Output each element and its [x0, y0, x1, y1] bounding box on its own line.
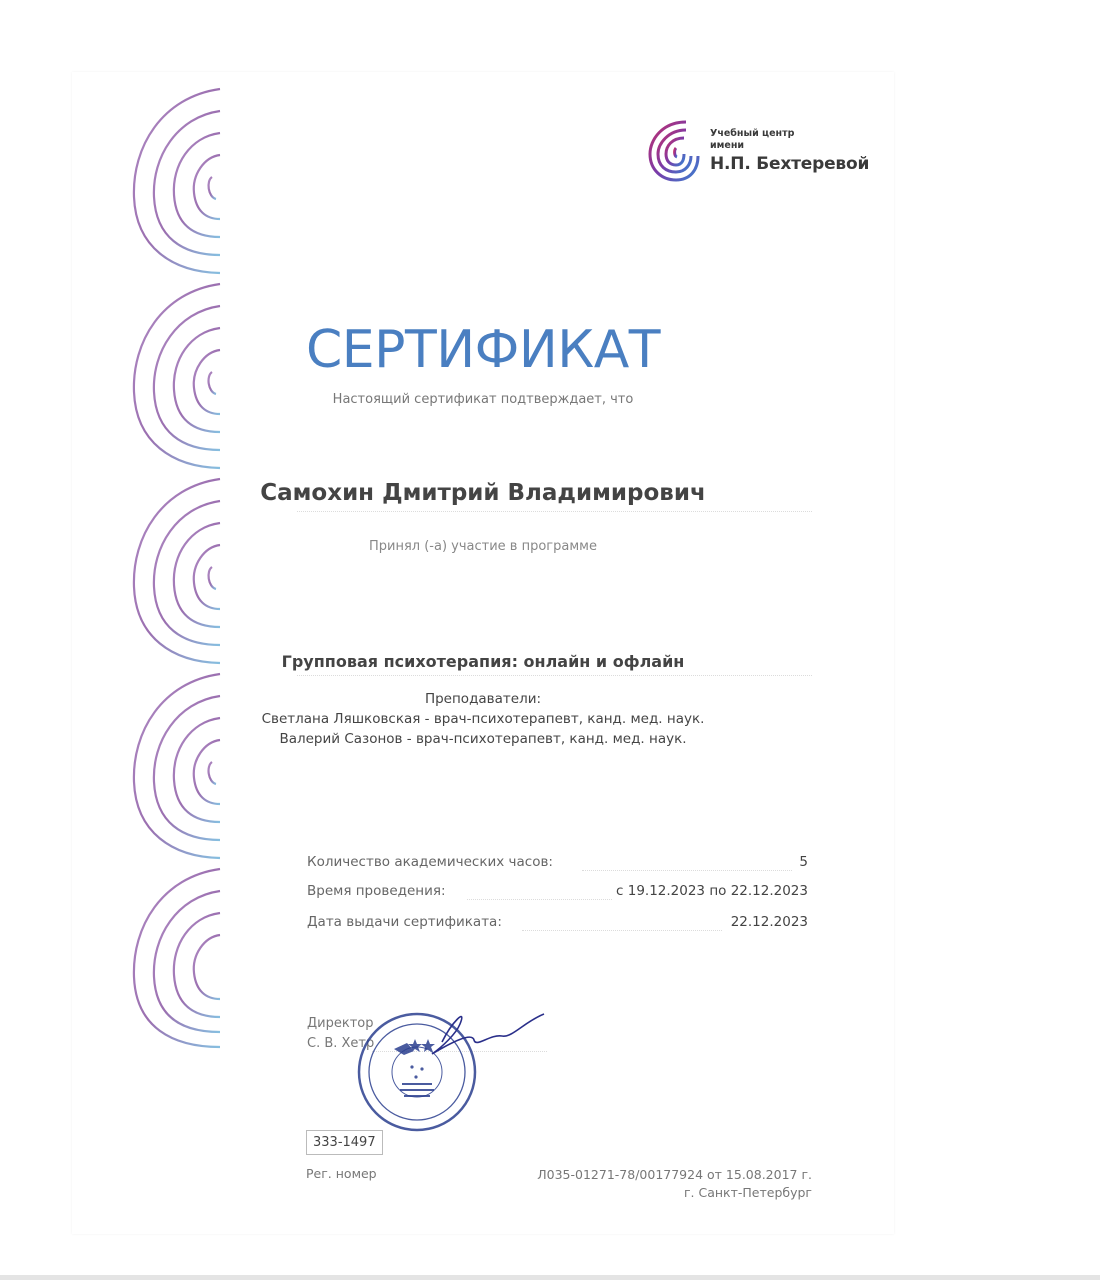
- logo-caption: [710, 128, 794, 152]
- issue-date-leader: [522, 930, 722, 931]
- recipient-name: Самохин Дмитрий Владимирович: [260, 480, 706, 506]
- license-info: [537, 1166, 812, 1202]
- registration-number: 333-1497: [306, 1130, 383, 1155]
- window-bottom-edge: [0, 1275, 1100, 1280]
- teacher-line: Светлана Ляшковская - врач-психотерапевт, канд. мед. наук.: [261, 711, 705, 727]
- license-number: Л035-01271-78/00177924 от 15.08.2017 г.: [537, 1167, 812, 1182]
- teachers-block: [72, 689, 894, 749]
- license-city: г. Санкт-Петербург: [683, 1185, 812, 1200]
- program-underline: [297, 675, 812, 676]
- program-title: Групповая психотерапия: онлайн и офлайн: [281, 652, 685, 671]
- hours-leader: [582, 870, 792, 871]
- fingerprint-ornament: [72, 72, 232, 1062]
- director-role: Директор: [307, 1016, 374, 1031]
- director-name: С. В. Хетр: [307, 1036, 375, 1051]
- period-label: Время проведения:: [307, 883, 446, 899]
- certificate-subtitle: Настоящий сертификат подтверждает, что: [332, 392, 634, 407]
- teacher-line: Валерий Сазонов - врач-психотерапевт, канд. мед. наук.: [279, 731, 687, 747]
- hours-value: 5: [799, 854, 808, 870]
- logo-name: Н.П. Бехтеревой: [710, 154, 870, 174]
- issue-date-label: Дата выдачи сертификата:: [307, 914, 502, 930]
- issue-date-value: 22.12.2023: [730, 914, 808, 930]
- recipient-underline: [297, 511, 812, 512]
- fingerprint-logo-icon: [646, 118, 702, 184]
- logo-line-1: Учебный центр: [710, 128, 795, 139]
- period-leader: [467, 899, 612, 900]
- brand-logo: [646, 118, 886, 188]
- certificate-title: СЕРТИФИКАТ: [305, 320, 661, 380]
- certificate-page: [72, 72, 894, 1234]
- period-value: с 19.12.2023 по 22.12.2023: [616, 883, 808, 899]
- hours-label: Количество академических часов:: [307, 854, 553, 870]
- participation-caption: Принял (-а) участие в программе: [369, 539, 597, 554]
- director-signature: [412, 1002, 552, 1062]
- registration-label: Рег. номер: [306, 1166, 377, 1181]
- teachers-heading: Преподаватели:: [424, 691, 542, 707]
- logo-line-2: имени: [710, 140, 745, 151]
